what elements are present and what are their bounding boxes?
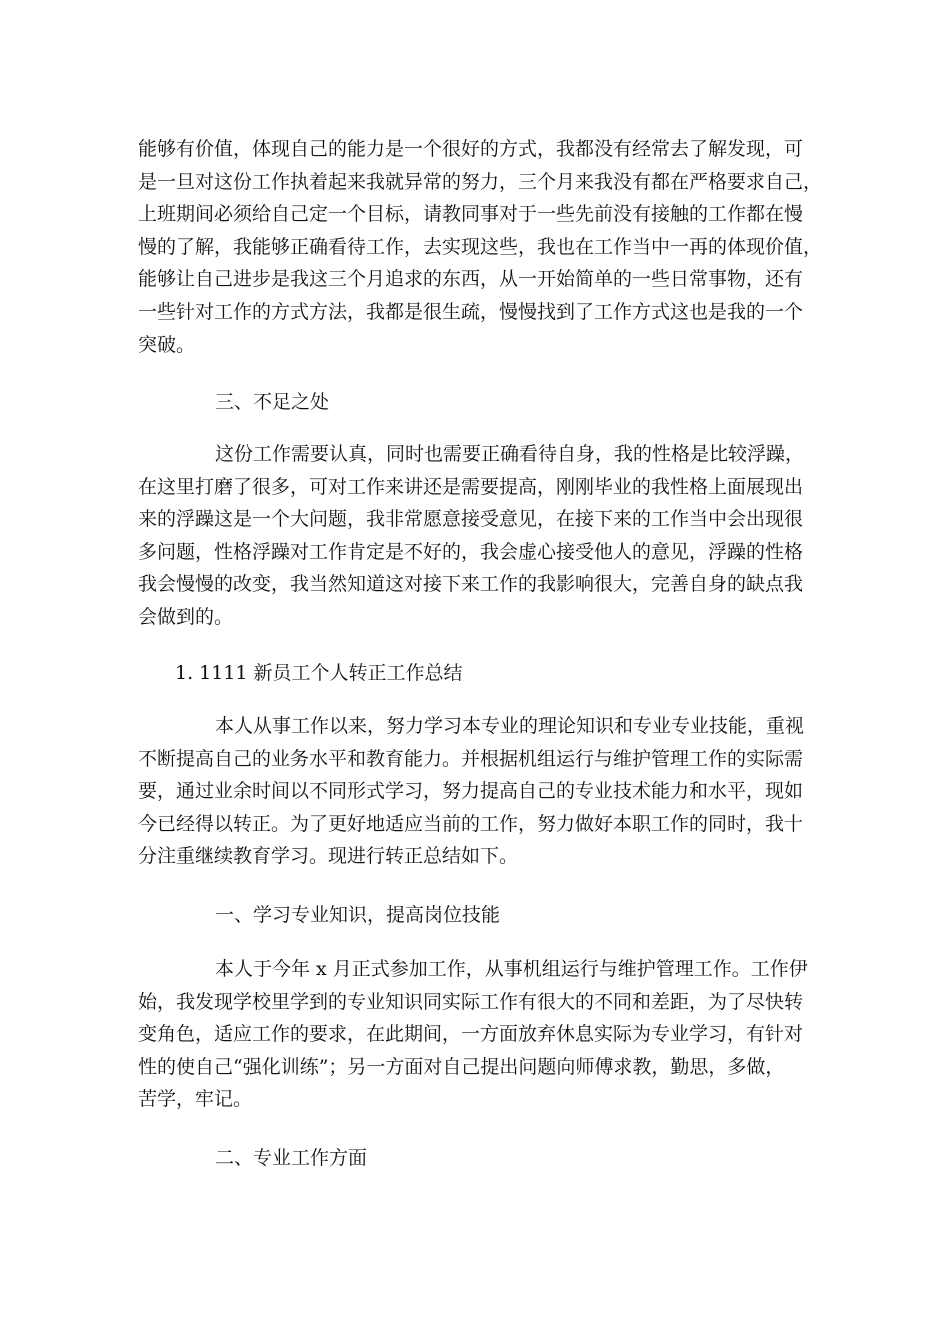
section-heading-work: 二、专业工作方面 xyxy=(215,1147,368,1169)
text-line: 多问题，性格浮躁对工作肯定是不好的，我会虚心接受他人的意见，浮躁的性格 xyxy=(138,540,804,563)
paragraph-shortcomings xyxy=(138,438,810,634)
text-line: 突破。 xyxy=(138,333,196,356)
text-line: 能够有价值，体现自己的能力是一个很好的方式，我都没有经常去了解发现，可 xyxy=(138,138,804,160)
paragraph-study xyxy=(138,953,810,1116)
text-line: 在这里打磨了很多，可对工作来讲还是需要提高，刚刚毕业的我性格上面展现出 xyxy=(138,475,804,498)
text-line: 来的浮躁这是一个大问题，我非常愿意接受意见，在接下来的工作当中会出现很 xyxy=(138,508,804,531)
document-section-title: 1. 1111 新员工个人转正工作总结 xyxy=(175,662,463,684)
paragraph-value xyxy=(138,133,823,361)
text-line: 苦学，牢记。 xyxy=(138,1088,253,1111)
text-line: 不断提高自己的业务水平和教育能力。并根据机组运行与维护管理工作的实际需 xyxy=(138,747,804,770)
text-line: 本人从事工作以来，努力学习本专业的理论知识和专业专业技能，重视 xyxy=(215,715,805,737)
text-line: 我会慢慢的改变，我当然知道这对接下来工作的我影响很大，完善自身的缺点我 xyxy=(138,573,804,596)
text-line: 这份工作需要认真，同时也需要正确看待自身，我的性格是比较浮躁， xyxy=(215,443,805,465)
text-line: 慢的了解，我能够正确看待工作，去实现这些，我也在工作当中一再的体现价值， xyxy=(138,235,823,258)
text-line: 是一旦对这份工作执着起来我就异常的努力，三个月来我没有都在严格要求自己， xyxy=(138,170,823,193)
text-line: 变角色，适应工作的要求，在此期间，一方面放弃休息实际为专业学习，有针对 xyxy=(138,1023,804,1046)
text-line: 要，通过业余时间以不同形式学习，努力提高自己的专业技术能力和水平，现如 xyxy=(138,780,804,803)
paragraph-intro xyxy=(138,710,810,873)
text-line: 今已经得以转正。为了更好地适应当前的工作，努力做好本职工作的同时，我十 xyxy=(138,812,804,835)
section-heading-study: 一、学习专业知识，提高岗位技能 xyxy=(215,904,501,926)
section-heading-shortcomings: 三、不足之处 xyxy=(215,391,330,413)
text-line: 一些针对工作的方式方法，我都是很生疏，慢慢找到了工作方式这也是我的一个 xyxy=(138,300,804,323)
text-line: 性的使自己“强化训练”；另一方面对自己提出问题向师傅求教，勤思，多做， xyxy=(138,1055,785,1078)
text-line: 会做到的。 xyxy=(138,605,234,628)
text-line: 上班期间必须给自己定一个目标，请教同事对于一些先前没有接触的工作都在慢 xyxy=(138,203,804,226)
text-line: 始，我发现学校里学到的专业知识同实际工作有很大的不同和差距，为了尽快转 xyxy=(138,990,804,1013)
text-line: 分注重继续教育学习。现进行转正总结如下。 xyxy=(138,845,519,868)
text-line: 本人于今年 x 月正式参加工作，从事机组运行与维护管理工作。工作伊 xyxy=(215,958,808,980)
text-line: 能够让自己进步是我这三个月追求的东西，从一开始简单的一些日常事物，还有 xyxy=(138,268,804,291)
